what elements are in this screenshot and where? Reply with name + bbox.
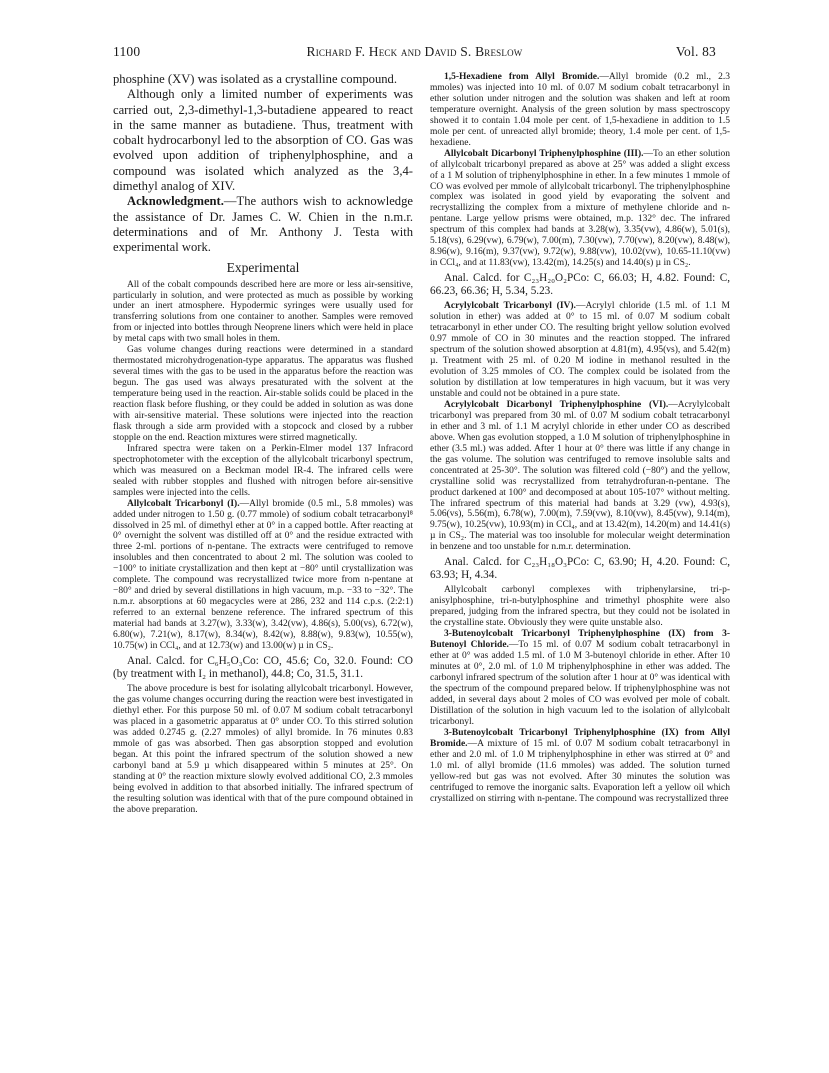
page-number: 1100	[113, 44, 141, 59]
acknowledgment	[113, 194, 413, 255]
procedure-heading: Allylcobalt Tricarbonyl (I).	[127, 498, 240, 509]
running-authors: Richard F. Heck and David S. Breslow	[306, 44, 523, 59]
left-column	[113, 72, 413, 816]
procedure-text: —Allyl bromide (0.5 ml., 5.8 mmoles) was added under nitrogen to 1.50 g. (0.77 mmole) of sodium cobalt tetracarbonyl⁸ dissolved in 25 ml. of dimethyl ether at 0° in a capped bottle. After reacting at 0° overnight the solvent was distilled off at 0° and the residue extracted with three 2-ml. portions of n-pentane. The extracts were centrifuged to remove insolubles and then concentrated to about 2 ml. The solution was cooled to −100° to initiate crystallization and then kept at −80° until crystallization was complete. The compound was recrystallized twice more from n-pentane at −80° and dried by several distillations in high vacuum, m.p. −33 to −32°. The n.m.r. absorptions at 60 megacycles were at 286, 232 and 114 c.p.s. (2:2:1) referred to an external benzene reference. The infrared spectrum of this material had bands at 3.27(w), 3.33(w), 3.42(vw), 4.86(s), 5.00(vs), 6.72(w), 6.80(w), 7.21(w), 8.17(w), 8.34(w), 8.42(w), 8.88(w), 9.83(w), 10.55(w), 10.75(w) in CCl₄, and at 12.73(w) and 13.00(w) µ in CS₂.	[113, 498, 414, 652]
procedure-text: —A mixture of 15 ml. of 0.07 M sodium cobalt tetracarbonyl in ether and 2.0 ml. of 1.0 M triphenylphosphine in ether was stirred at 0° and 1.0 ml. of allyl bromide (11.6 mmoles) was added. The solution turned yellow-red but gas was not evolved. After 30 minutes the solution was centrifuged to remove the inorganic salts. Evaporation left a yellow oil which crystallized on stirring with n-pentane. The compound was recrystallized three	[430, 738, 730, 804]
analysis-line: Anal. Calcd. for C₂₃H₁₈O₃PCo: C, 63.90; H, 4.20. Found: C, 63.93; H, 4.34.	[430, 556, 730, 582]
procedure-hexadiene	[430, 72, 730, 149]
procedure-text: —Acrylyl chloride (1.5 ml. of 1.1 M solution in ether) was added at 0° to 15 ml. of 0.07 M sodium cobalt tetracarbonyl in ether under CO. The resulting bright yellow solution evolved 0.97 mmole of CO in 30 minutes and the reaction stopped. The infrared spectrum of the solution showed absorption at 4.81(m), 4.95(vs), and 5.42(m) µ. Treatment with 25 ml. of 0.20 M iodine in methanol resulted in the evolution of 3.25 mmoles of CO. The complex could be isolated from the solution by distillation at low temperatures in high vacuum, but it was very unstable and could not be obtained in a pure state.	[430, 301, 731, 399]
procedure-text: —Allyl bromide (0.2 ml., 2.3 mmoles) was injected into 10 ml. of 0.07 M sodium cobalt tetracarbonyl in ether solution under nitrogen and the solution was shaken and left at room temperature overnight. Analysis of the green solution by mass spectroscopy showed it to contain 1.04 mole per cent. of 1,5-hexadiene in addition to 1.5 mole per cent. of unreacted allyl bromide; theory, 1.4 mole per cent. of 1,5-hexadiene.	[430, 72, 730, 148]
volume-label: Vol. 83	[675, 44, 716, 59]
paragraph: Although only a limited number of experiments was carried out, 2,3-dimethyl-1,3-butadiene appeared to react in the same manner as butadiene. Thus, treatment with cobalt hydrocarbonyl led to the absorption of CO. Gas was evolved upon addition of triphenylphosphine, and a compound was isolated which analyzed as the 3,4-dimethyl analog of XIV.	[113, 87, 413, 194]
procedure-acrylylcobalt-tricarbonyl	[430, 301, 730, 400]
right-column	[430, 72, 730, 805]
procedure-text: —To an ether solution of allylcobalt tricarbonyl prepared as above at 25° was added a slight excess of a 1 M solution of triphenylphosphine in ether. In a few minutes 1 mmole of CO was evolved per mmole of allylcobalt tricarbonyl. The triphenylphosphine complex was isolated in good yield by evaporating the solvent and recrystallizing the complex from a mixture of methylene chloride and n-pentane. Large yellow prisms were obtained, m.p. 132° dec. The infrared spectrum of this complex had bands at 3.28(w), 3.35(vw), 4.86(w), 5.01(s), 5.18(vs), 6.29(vw), 6.79(w), 7.00(m), 7.30(vw), 7.70(vw), 8.20(vw), 8.48(w), 8.96(w), 9.16(m), 9.37(vw), 9.72(w), 9.88(vw), 10.02(vw), 10.65-11.10(vw) in CCl₄, and at 11.83(vw), 13.42(m), 14.25(s) and 14.40(s) µ in CS₂.	[430, 148, 730, 269]
procedure-heading: 3-Butenoylcobalt Tricarbonyl Triphenylphosphine (IX) from Allyl Bromide.	[430, 727, 730, 749]
paragraph: The above procedure is best for isolating allylcobalt tricarbonyl. However, the gas volume changes occurring during the reaction were best investigated in diethyl ether. For this purpose 50 ml. of 0.07 M sodium cobalt tetracarbonyl was placed in a gasometric apparatus at 0° under CO. To this stirred solution was added 0.2745 g. (2.27 mmoles) of allyl bromide. In 76 minutes 0.83 mmole of gas was absorbed. Then gas absorption stopped and evolution began. At this point the infrared spectrum of the solution showed a new carbonyl band at 5.9 µ which disappeared within 5 minutes at 25°. On standing at 0° the reaction mixture slowly evolved additional CO, 2.3 mmoles being evolved in addition to that absorbed initially. The infrared spectrum of the resulting solution was identical with that of the pure compound obtained in the above preparation.	[113, 684, 413, 815]
procedure-butenoyl-from-chloride	[430, 629, 730, 728]
procedure-heading: 3-Butenoylcobalt Tricarbonyl Triphenylphosphine (IX) from 3-Butenoyl Chloride.	[430, 629, 730, 651]
procedure-text: —To 15 ml. of 0.07 M sodium cobalt tetracarbonyl in ether at 0° was added 1.5 ml. of 1.0 M 3-butenoyl chloride in ether. After 10 minutes at 0°, 2.0 ml. of 1.0 M triphenylphosphine in ether was added. The carbonyl infrared spectrum of the solution after 1 hour at 0° was identical with the spectrum of the compound prepared below. If triphenylphosphine was not added, in several days about 2 moles of CO was evolved per mole of cobalt. Distillation of the solution in high vacuum led to the isolation of allylcobalt tricarbonyl.	[430, 640, 730, 727]
paragraph: Allylcobalt carbonyl complexes with triphenylarsine, tri-p-anisylphosphine, tri-n-butylphosphine and trimethyl phosphite were also prepared, judging from the infrared spectra, but they could not be isolated in the crystalline state. Obviously they were quite unstable also.	[430, 585, 730, 629]
experimental-heading: Experimental	[226, 259, 300, 275]
paragraph: All of the cobalt compounds described here are more or less air-sensitive, particularly in solution, and were protected as much as possible by working under an inert atmosphere. Hypodermic syringes were usually used for transferring solutions from one container to another. Samples were removed from or injected into bottles through Neoprene liners which were held in place by metal caps with two small holes in them.	[113, 279, 413, 345]
analysis-line: Anal. Calcd. for C₆H₅O₃Co: CO, 45.6; Co, 32.0. Found: CO (by treatment with I₂ in methanol), 44.8; Co, 31.5, 31.1.	[113, 654, 413, 681]
procedure-heading: Allylcobalt Dicarbonyl Triphenylphosphine (III).	[444, 148, 644, 159]
procedure-allylcobalt-dicarbonyl	[430, 149, 730, 269]
running-header	[113, 44, 716, 62]
paragraph: phosphine (XV) was isolated as a crystalline compound.	[113, 72, 397, 86]
procedure-text: —Acrylylcobalt tricarbonyl was prepared from 30 ml. of 0.07 M sodium cobalt tetracarbonyl in ether and 3 ml. of 1.1 M acrylyl chloride in ether under CO as described above. When gas evolution stopped, a 1.0 M solution of triphenylphosphine in ether (3.5 ml.) was added. After 1 hour at 0° there was little if any change in the gas volume. The solution was centrifuged to remove insoluble salts and concentrated at 25-30°. The solution was filtered cold (−80°) and the yellow, crystalline solid was recrystallized from tetrahydrofuran-n-pentane. The product darkened at 100° and decomposed at about 105-107° without melting. The infrared spectrum of this material had bands at 3.29 (vw), 4.93(s), 5.06(vs), 5.56(m), 6.78(w), 7.00(m), 7.59(vw), 8.10(vw), 8.45(vw), 9.14(m), 9.75(w), 10.25(vw), 10.93(m) in CCl₄, and at 13.42(m), 14.20(m) and 14.41(s) µ in CS₂. The material was too insoluble for molecular weight determination in benzene and too unstable for n.m.r. determination.	[430, 399, 730, 553]
procedure-heading: Acrylylcobalt Tricarbonyl (IV).	[444, 301, 576, 312]
analysis-line: Anal. Calcd. for C₂₃H₂₀O₂PCo: C, 66.03; H, 4.82. Found: C, 66.23, 66.36; H, 5.34, 5.23.	[430, 272, 730, 298]
paragraph: Infrared spectra were taken on a Perkin-Elmer model 137 Infracord spectrophotometer with the exception of the allylcobalt tricarbonyl spectrum, which was measured on a Beckman model IR-4. The infrared cells were sealed with rubber stopples and flushed with nitrogen before air-sensitive samples were injected into the cells.	[113, 443, 413, 498]
procedure-acrylylcobalt-dicarbonyl	[430, 400, 730, 553]
procedure-butenoyl-from-bromide	[430, 728, 730, 805]
procedure-heading: 1,5-Hexadiene from Allyl Bromide.	[444, 72, 600, 82]
procedure-allylcobalt-tricarbonyl	[113, 499, 413, 652]
acknowledgment-heading: Acknowledgment.	[127, 194, 224, 209]
procedure-heading: Acrylylcobalt Dicarbonyl Triphenylphosphine (VI).	[444, 399, 669, 410]
paragraph: Gas volume changes during reactions were determined in a standard thermostated microhydrogenation-type apparatus. The apparatus was flushed several times with the gas to be used in the apparatus before the reaction was begun. The gas used was always presaturated with the solvent at the temperature being used in the reaction. Air-stable solids could be placed in the reaction flask before flushing, or they could be added in solution as was done with air-sensitive material. These solutions were injected into the reaction flask through a side arm provided with a stopcock and closed by a rubber stopple on the end. Reaction mixtures were stirred magnetically.	[113, 345, 413, 443]
acknowledgment-text: —The authors wish to acknowledge the assistance of Dr. James C. W. Chien in the n.m.r. determinations and of Mr. Anthony J. Testa with experimental work.	[113, 194, 413, 255]
